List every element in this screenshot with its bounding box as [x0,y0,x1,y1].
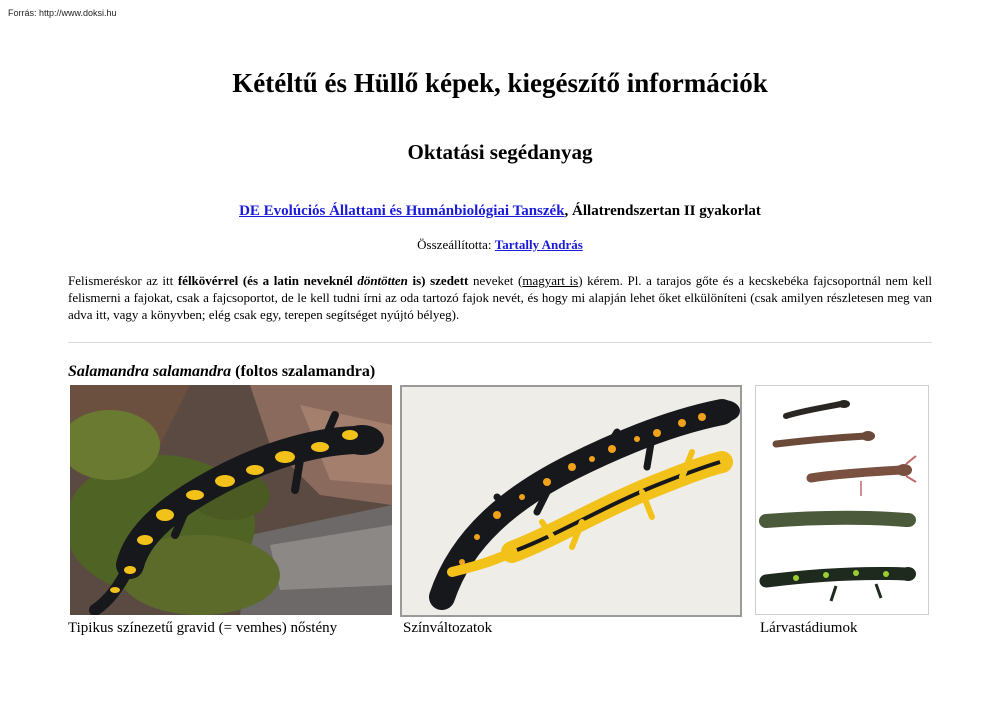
page-subtitle: Oktatási segédanyag [407,140,593,164]
compiler-line [0,237,1000,253]
caption-gravid-female: Tipikus színezetű gravid (= vemhes) nőstény [68,620,338,636]
species-latin-name: Salamandra salamandra [68,363,232,380]
department-link[interactable]: DE Evolúciós Állattani és Humánbiológiai Tanszék [239,203,565,219]
course-name: , Állatrendszertan II gyakorlat [564,203,761,219]
section-divider [68,342,932,343]
intro-text-1: Felismeréskor az itt [68,273,178,288]
intro-bold-italic: döntötten [357,273,408,288]
intro-text-3: ) kérem. Pl. a tarajos gőte és a kecskebéka fajcsoportnál nem kell felismerni a fajokat, csak a fajcsoportot, de le kell tudni írni az oda tartozó fajok nevét, és hogy mi alapján lehet őket elkülöníteni (csak amilyen részletesen meg van adva itt, vagy a könyvben; elég csak egy, terepen segítséget nyújtó bélyeg). [68,273,933,322]
intro-bold-2: is) szedett [407,273,469,288]
species-heading [68,363,375,381]
compiler-label: Összeállította: [417,237,495,252]
caption-colour-variants: Színváltozatok [403,620,493,636]
photo-gravid-female [70,385,392,615]
intro-bold-1: félkövérrel (és a latin neveknél [177,273,358,288]
department-line [0,203,1000,220]
photo-larval-stages [755,385,929,615]
intro-underlined: magyart is [522,273,579,288]
species-common-name: (foltos szalamandra) [231,363,376,380]
caption-larval-stages: Lárvastádiumok [760,620,858,636]
page-title: Kétéltű és Hüllő képek, kiegészítő információk [232,68,768,98]
intro-text-2: neveket ( [468,273,523,288]
photo-colour-variants [400,385,742,617]
source-note: Forrás: http://www.doksi.hu [8,8,117,18]
intro-paragraph [68,272,932,323]
compiler-link[interactable]: Tartally András [494,237,583,252]
